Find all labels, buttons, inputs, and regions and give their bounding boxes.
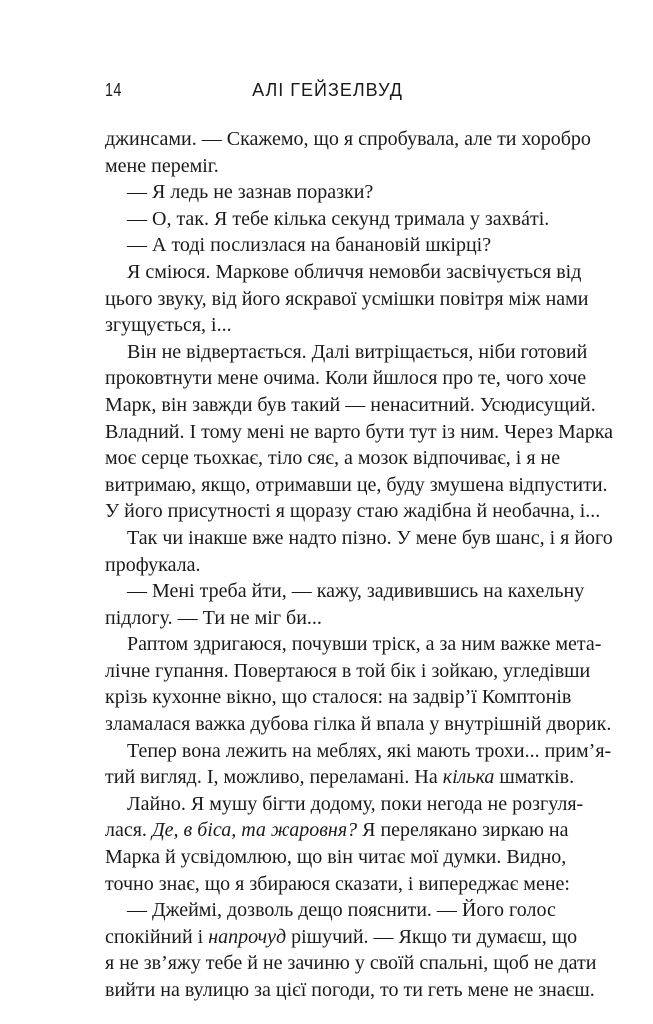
text-line: джинсами. — Скажемо, що я спробувала, але ти хоробро — [105, 128, 591, 150]
text-line: витримаю, якщо, отримавши це, буду змушена відпустити. — [105, 473, 608, 496]
text-line: У його присутності я щоразу стаю жадібна й необачна, і... — [105, 500, 601, 523]
text-line: зламалася важка дубова гілка й впала у внутрішній дворик. — [105, 713, 612, 736]
page-number: 14 — [105, 80, 122, 100]
text-line: я не зв’яжу тебе й не зачиню у своїй спальні, щоб не дати — [105, 952, 597, 975]
text-line: Владний. І тому мені не варто бути тут із ним. Через Марка — [105, 420, 613, 443]
text-line: згущується, і... — [105, 314, 232, 337]
text-line: — Я ледь не зазнав поразки? — [127, 181, 374, 204]
text-line: вийти на вулицю за цієї погоди, то ти геть мене не знаєш. — [105, 979, 595, 1001]
text-line: — Мені треба йти, — кажу, задивившись на кахельну — [127, 580, 585, 603]
body-text — [105, 126, 613, 1004]
text-line: Він не відвертається. Далі витріщається, ніби готовий — [127, 340, 588, 363]
text-line: лічне гупання. Повертаюся в той бік і зойкаю, угледівши — [105, 659, 591, 682]
text-line: підлогу. — Ти не міг би... — [105, 606, 322, 629]
text-line: Лайно. Я мушу бігти додому, поки негода не розгуля- — [127, 792, 584, 815]
text-line: лася. Де, в біса, та жаровня? Я перелякано зиркаю на — [105, 819, 569, 842]
text-line: — А тоді послизлася на банановій шкірці? — [127, 234, 492, 257]
text-line: мене переміг. — [105, 154, 219, 177]
text-line: — О, так. Я тебе кілька секунд тримала у захвáті. — [127, 207, 550, 230]
text-line: Марк, він завжди був такий — ненаситний. Усюдисущий. — [105, 393, 596, 416]
page-header — [105, 80, 550, 110]
text-line: точно знає, що я збираюся сказати, і випереджає мене: — [105, 872, 570, 895]
text-line: Раптом здригаюся, почувши тріск, а за ним важке мета- — [127, 633, 602, 656]
text-line: — Джеймі, дозволь дещо пояснити. — Його голос — [127, 899, 556, 922]
text-line: Марка й усвідомлюю, що він читає мої думки. Видно, — [105, 846, 567, 869]
text-line: спокійний і напрочуд рішучий. — Якщо ти думаєш, що — [105, 925, 578, 948]
text-line: моє серце тьохкає, тіло сяє, а мозок відпочиває, і я не — [105, 447, 561, 470]
text-line: профукала. — [105, 553, 201, 576]
text-line: Я сміюся. Маркове обличчя немовби засвічується від — [127, 260, 582, 283]
text-line: Тепер вона лежить на меблях, які мають трохи... прим’я- — [127, 739, 612, 762]
text-line: крізь кухонне вікно, що сталося: на задвір’ї Комптонів — [105, 686, 572, 709]
text-line: Так чи інакше вже надто пізно. У мене був шанс, і я його — [127, 526, 613, 549]
running-title: АЛІ ГЕЙЗЕЛВУД — [252, 80, 403, 100]
text-line: тий вигляд. І, можливо, переламані. На кілька шматків. — [105, 766, 575, 789]
text-line: цього звуку, від його яскравої усмішки повітря між нами — [105, 287, 589, 310]
text-line: проковтнути мене очима. Коли йшлося про те, чого хоче — [105, 367, 587, 390]
